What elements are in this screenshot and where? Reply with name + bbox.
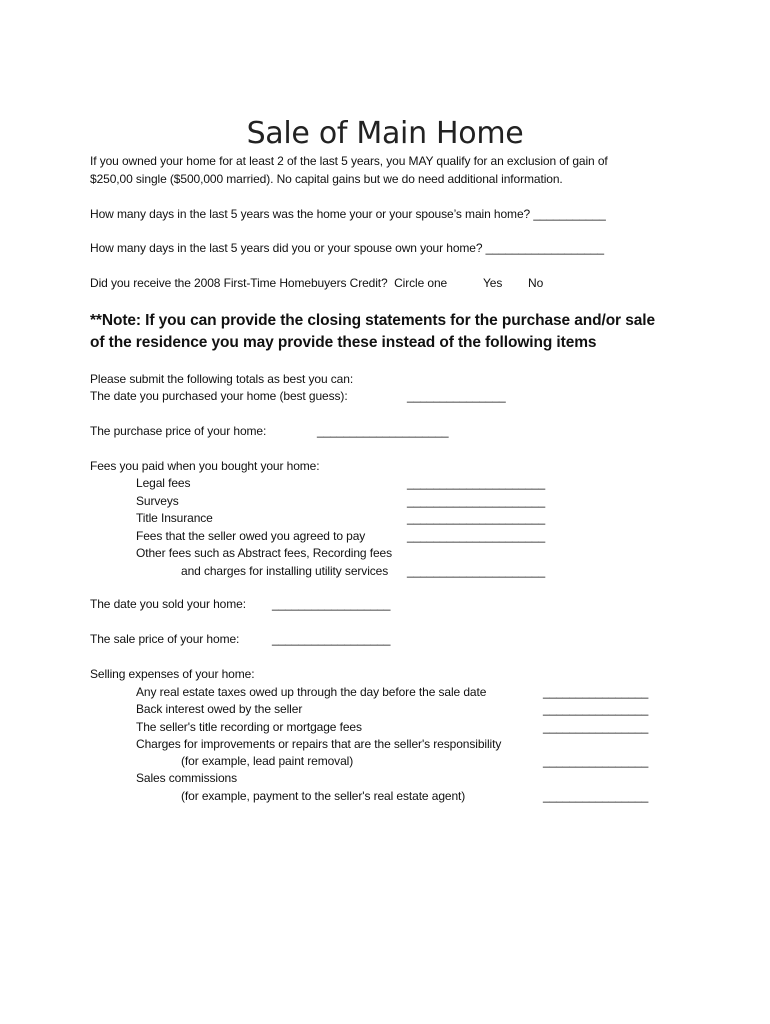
sale-price-field[interactable]: __________________	[272, 632, 391, 646]
purchase-price-label: The purchase price of your home:	[90, 424, 267, 438]
selling-field-title-recording[interactable]: ________________	[543, 720, 649, 734]
selling-label-lead-paint-example: (for example, lead paint removal)	[181, 754, 354, 768]
fee-label-other-fees: Other fees such as Abstract fees, Recording fees	[136, 546, 393, 560]
date-sold-label: The date you sold your home:	[90, 597, 246, 611]
fees-heading: Fees you paid when you bought your home:	[90, 459, 320, 473]
date-sold-field[interactable]: __________________	[272, 597, 391, 611]
selling-label-back-interest: Back interest owed by the seller	[136, 702, 303, 716]
question-days-owned[interactable]: How many days in the last 5 years did you or your spouse own your home? __________________	[90, 241, 605, 255]
selling-label-sales-commissions: Sales commissions	[136, 771, 237, 785]
fee-label-legal: Legal fees	[136, 476, 191, 490]
fee-field-title-insurance[interactable]: _____________________	[407, 511, 546, 525]
fee-label-surveys: Surveys	[136, 494, 179, 508]
fee-label-seller-owed: Fees that the seller owed you agreed to pay	[136, 529, 366, 543]
fee-label-utility-charges: and charges for installing utility services	[181, 564, 389, 578]
credit-no-option[interactable]: No	[528, 276, 544, 290]
selling-field-real-estate-taxes[interactable]: ________________	[543, 685, 649, 699]
closing-statements-note-line-1: **Note: If you can provide the closing statements for the purchase and/or sale	[90, 312, 655, 329]
date-purchased-label: The date you purchased your home (best guess):	[90, 389, 348, 403]
selling-label-improvements: Charges for improvements or repairs that are the seller's responsibility	[136, 737, 502, 751]
closing-statements-note-line-2: of the residence you may provide these instead of the following items	[90, 334, 597, 351]
purchase-price-field[interactable]: ____________________	[317, 424, 449, 438]
fee-field-other-fees[interactable]: _____________________	[407, 564, 546, 578]
selling-label-title-recording: The seller's title recording or mortgage fees	[136, 720, 362, 734]
selling-label-agent-example: (for example, payment to the seller's real estate agent)	[181, 789, 466, 803]
intro-line-2: $250,00 single ($500,000 married). No capital gains but we do need additional information.	[90, 172, 563, 186]
fee-label-title-insurance: Title Insurance	[136, 511, 213, 525]
question-homebuyer-credit: Did you receive the 2008 First-Time Homebuyers Credit? Circle one	[90, 276, 448, 290]
sale-price-label: The sale price of your home:	[90, 632, 240, 646]
question-days-main-home[interactable]: How many days in the last 5 years was the home your or your spouse’s main home? ___________	[90, 207, 606, 221]
fee-field-surveys[interactable]: _____________________	[407, 494, 546, 508]
selling-field-back-interest[interactable]: ________________	[543, 702, 649, 716]
intro-line-1: If you owned your home for at least 2 of the last 5 years, you MAY qualify for an exclusion of gain of	[90, 154, 608, 168]
fee-field-seller-owed[interactable]: _____________________	[407, 529, 546, 543]
selling-field-improvements[interactable]: ________________	[543, 754, 649, 768]
selling-label-real-estate-taxes: Any real estate taxes owed up through the day before the sale date	[136, 685, 487, 699]
submit-intro: Please submit the following totals as best you can:	[90, 372, 354, 386]
fee-field-legal[interactable]: _____________________	[407, 476, 546, 490]
page-title: Sale of Main Home	[246, 116, 524, 152]
selling-field-sales-commissions[interactable]: ________________	[543, 789, 649, 803]
selling-expenses-heading: Selling expenses of your home:	[90, 667, 255, 681]
credit-yes-option[interactable]: Yes	[483, 276, 503, 290]
date-purchased-field[interactable]: _______________	[407, 389, 506, 403]
